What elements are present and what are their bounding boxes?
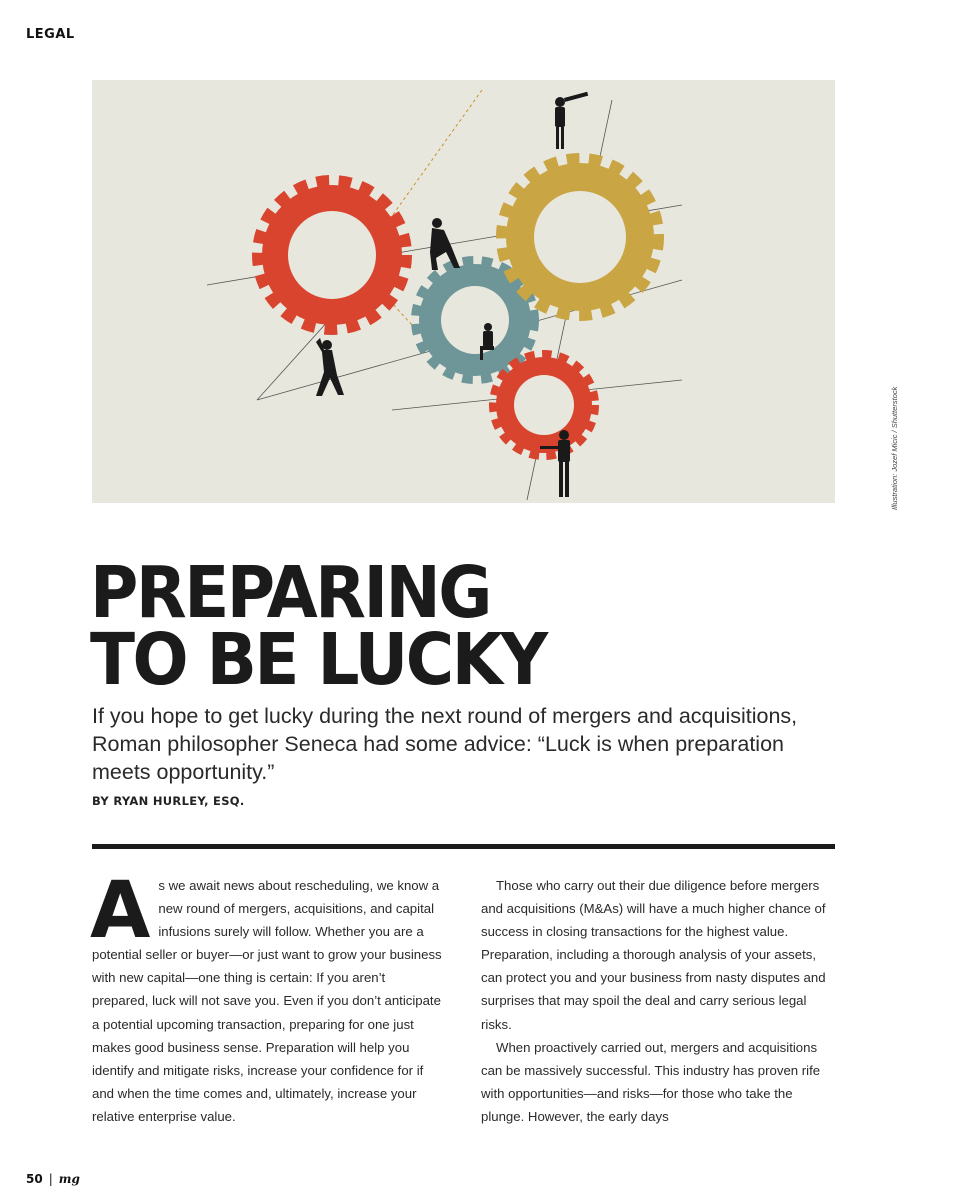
headline-line-1: PREPARING xyxy=(90,551,490,635)
article-headline xyxy=(90,551,546,702)
red-gear-large xyxy=(262,185,402,325)
page-number: 50 xyxy=(26,1172,43,1186)
byline: BY RYAN HURLEY, ESQ. xyxy=(92,794,245,808)
gold-gear xyxy=(506,163,654,311)
section-rule xyxy=(92,844,835,849)
article-deck: If you hope to get lucky during the next round of mergers and acquisitions, Roman philosopher Seneca had some advice: “Luck is when preparation meets opportunity.” xyxy=(92,704,798,784)
illustration-credit: Illustration: Jozef Micic / Shutterstock xyxy=(890,386,899,510)
article-illustration xyxy=(92,80,835,503)
drop-cap: A xyxy=(90,866,151,956)
headline-line-2: TO BE LUCKY xyxy=(90,618,546,702)
publication-logo: mg xyxy=(58,1172,80,1186)
gears-illustration xyxy=(92,80,835,503)
body-paragraph: Those who carry out their due diligence before mergers and acquisitions (M&As) will have a much higher chance of success in closing transactions for the highest value. Preparation, including a thorough analysis of your assets, can protect you and your business from nasty disputes and surprises that may spoil the deal and carry serious legal risks. xyxy=(481,878,826,1032)
page-footer xyxy=(26,1172,80,1186)
footer-separator: | xyxy=(48,1172,53,1186)
body-column-left xyxy=(90,866,444,1128)
red-gear-small xyxy=(496,357,592,453)
section-label: LEGAL xyxy=(26,27,75,42)
body-paragraph: When proactively carried out, mergers and acquisitions can be massively successful. This industry has proven rife with opportunities—and risks—for those who take the plunge. However, the early days xyxy=(481,1039,821,1124)
body-paragraph: s we await news about rescheduling, we know a new round of mergers, acquisitions, and capital infusions surely will follow. Whether you are a potential seller or buyer—or just want to grow your business with new capital—one thing is certain: If you aren’t prepared, luck will not save you. Even if you don’t anticipate a potential upcoming transaction, preparing for one just makes good business sense. Preparation will help you identify and mitigate risks, increase your confidence for if and when the time comes and, ultimately, increase your relative enterprise value. xyxy=(92,878,442,1124)
body-column-right xyxy=(481,874,833,1128)
